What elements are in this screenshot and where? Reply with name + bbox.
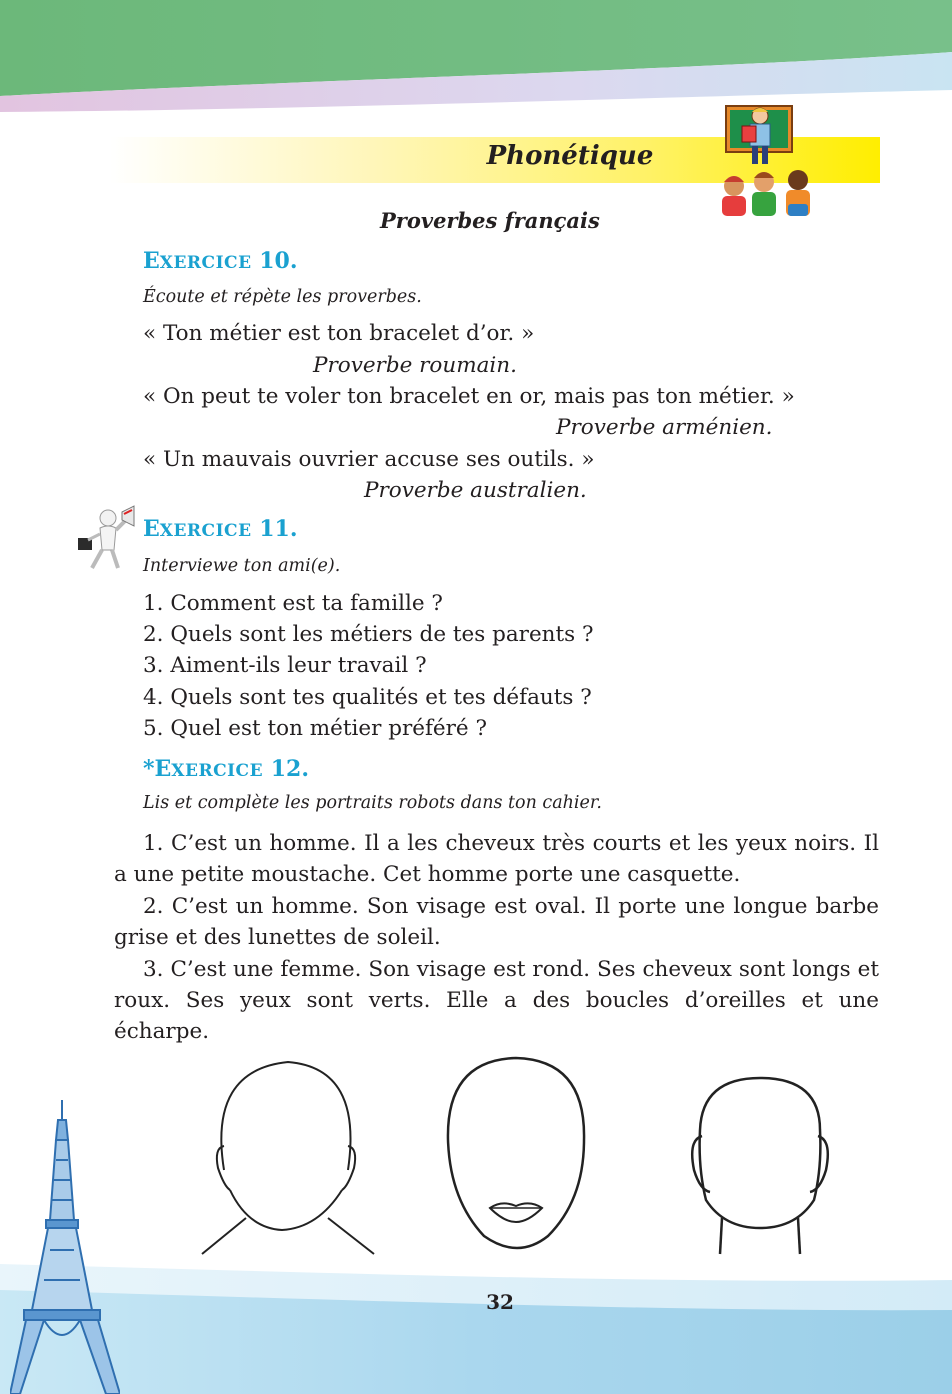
exercise-11-instruction: Interviewe ton ami(e).: [143, 556, 341, 576]
exercise-11-number: 11.: [259, 516, 298, 542]
exercise-11-label-initial: E: [143, 516, 160, 542]
exercise-10-label-smallcaps: XERCICE: [159, 253, 252, 273]
section-title: Phonétique: [486, 141, 654, 171]
face-outline-round: [692, 1078, 828, 1254]
interview-question: 1. Comment est ta famille ?: [143, 591, 443, 616]
exercise-12-label-initial: E: [154, 756, 172, 782]
exercise-12-heading: [143, 756, 309, 782]
proverb-quote: « On peut te voler ton bracelet en or, mais pas ton métier. »: [143, 384, 795, 409]
proverb-source: Proverbe arménien.: [556, 415, 773, 440]
exercise-10-number: 10.: [259, 248, 298, 274]
interview-question: 5. Quel est ton métier préféré ?: [143, 716, 488, 741]
exercise-12-number: 12.: [270, 756, 309, 782]
proverb-source: Proverbe australien.: [364, 478, 587, 503]
exercise-10-heading: [143, 248, 297, 274]
exercise-12-label-smallcaps: XERCICE: [171, 761, 264, 781]
face-outline-short-hair: [202, 1062, 374, 1254]
face-outline-oval: [448, 1058, 584, 1248]
proverb-quote: « Ton métier est ton bracelet d’or. »: [143, 321, 535, 346]
portrait-description: 2. C’est un homme. Son visage est oval. Il porte une longue barbe grise et des lunettes de soleil.: [114, 894, 879, 950]
portrait-description: 3. C’est une femme. Son visage est rond. Ses cheveux sont longs et roux. Ses yeux sont verts. Elle a des boucles d’oreilles et une écharpe.: [114, 957, 879, 1044]
portrait-description: 1. C’est un homme. Il a les cheveux très courts et les yeux noirs. Il a une petite moustache. Cet homme porte une casquette.: [114, 831, 879, 887]
interview-question: 3. Aiment-ils leur travail ?: [143, 653, 427, 678]
exercise-10-label-initial: E: [143, 248, 160, 274]
proverbs-subtitle: Proverbes français: [380, 208, 600, 233]
exercise-10-instruction: Écoute et répète les proverbes.: [143, 287, 422, 307]
teacher-classroom-illustration: [712, 100, 820, 222]
interview-question: 2. Quels sont les métiers de tes parents ?: [143, 622, 594, 647]
exercise-11-label-smallcaps: XERCICE: [159, 521, 252, 541]
exercise-12-instruction: Lis et complète les portraits robots dans ton cahier.: [143, 793, 602, 813]
interview-question: 4. Quels sont tes qualités et tes défauts ?: [143, 685, 592, 710]
face-outlines-illustration: [188, 1050, 838, 1260]
exercise-11-heading: [143, 516, 297, 542]
proverb-quote: « Un mauvais ouvrier accuse ses outils. »: [143, 447, 595, 472]
bottom-decorative-band: [0, 1250, 952, 1394]
exercise-12-star: *: [143, 756, 155, 782]
page-number: 32: [486, 1290, 514, 1314]
megaphone-figure-icon: [74, 504, 136, 572]
eiffel-tower-illustration: [10, 1100, 120, 1394]
proverb-source: Proverbe roumain.: [313, 353, 517, 378]
